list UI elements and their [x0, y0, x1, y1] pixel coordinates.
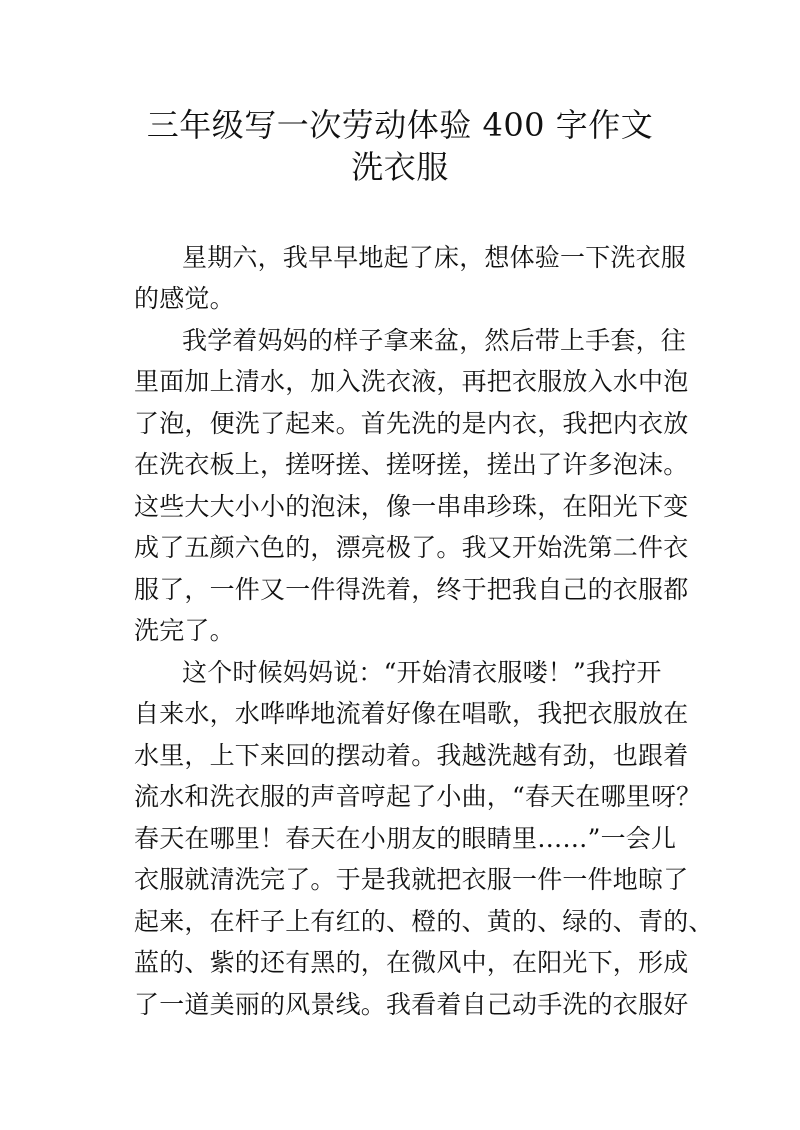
paragraph-3-line-5: 春天在哪里！春天在小朋友的眼睛里……”一会儿 — [134, 824, 677, 853]
paragraph-3-line-4: 流水和洗衣服的声音哼起了小曲，“春天在哪里呀？ — [134, 782, 702, 811]
paragraph-2-line-8: 洗完了。 — [134, 616, 235, 645]
paragraph-2-line-1: 我学着妈妈的样子拿来盆，然后带上手套，往 — [182, 326, 687, 355]
paragraph-3-line-6: 衣服就清洗完了。于是我就把衣服一件一件地晾了 — [134, 865, 689, 894]
paragraph-2-line-6: 成了五颜六色的，漂亮极了。我又开始洗第二件衣 — [134, 533, 689, 562]
paragraph-1-line-2: 的感觉。 — [134, 284, 235, 313]
paragraph-2-line-4: 在洗衣板上，搓呀搓、搓呀搓，搓出了许多泡沫。 — [134, 450, 689, 479]
paragraph-2-line-7: 服了，一件又一件得洗着，终于把我自己的衣服都 — [134, 575, 689, 604]
document-subtitle: 洗衣服 — [351, 148, 449, 186]
paragraph-1-line-1: 星期六，我早早地起了床，想体验一下洗衣服 — [182, 243, 687, 272]
paragraph-3-line-8: 蓝的、紫的还有黑的，在微风中，在阳光下，形成 — [134, 948, 689, 977]
paragraph-3-line-2: 自来水，水哗哗地流着好像在唱歌，我把衣服放在 — [134, 699, 689, 728]
paragraph-3-line-7: 起来，在杆子上有红的、橙的、黄的、绿的、青的、 — [134, 907, 714, 936]
paragraph-2-line-3: 了泡，便洗了起来。首先洗的是内衣，我把内衣放 — [134, 409, 689, 438]
paragraph-2-line-5: 这些大大小小的泡沫，像一串串珍珠，在阳光下变 — [134, 492, 689, 521]
paragraph-2-line-2: 里面加上清水，加入洗衣液，再把衣服放入水中泡 — [134, 367, 689, 396]
paragraph-3-line-3: 水里，上下来回的摆动着。我越洗越有劲，也跟着 — [134, 741, 689, 770]
paragraph-3-line-9: 了一道美丽的风景线。我看着自己动手洗的衣服好 — [134, 990, 689, 1019]
document-title: 三年级写一次劳动体验 400 字作文 — [146, 106, 654, 144]
paragraph-3-line-1: 这个时候妈妈说：“开始清衣服喽！”我拧开 — [182, 658, 662, 687]
